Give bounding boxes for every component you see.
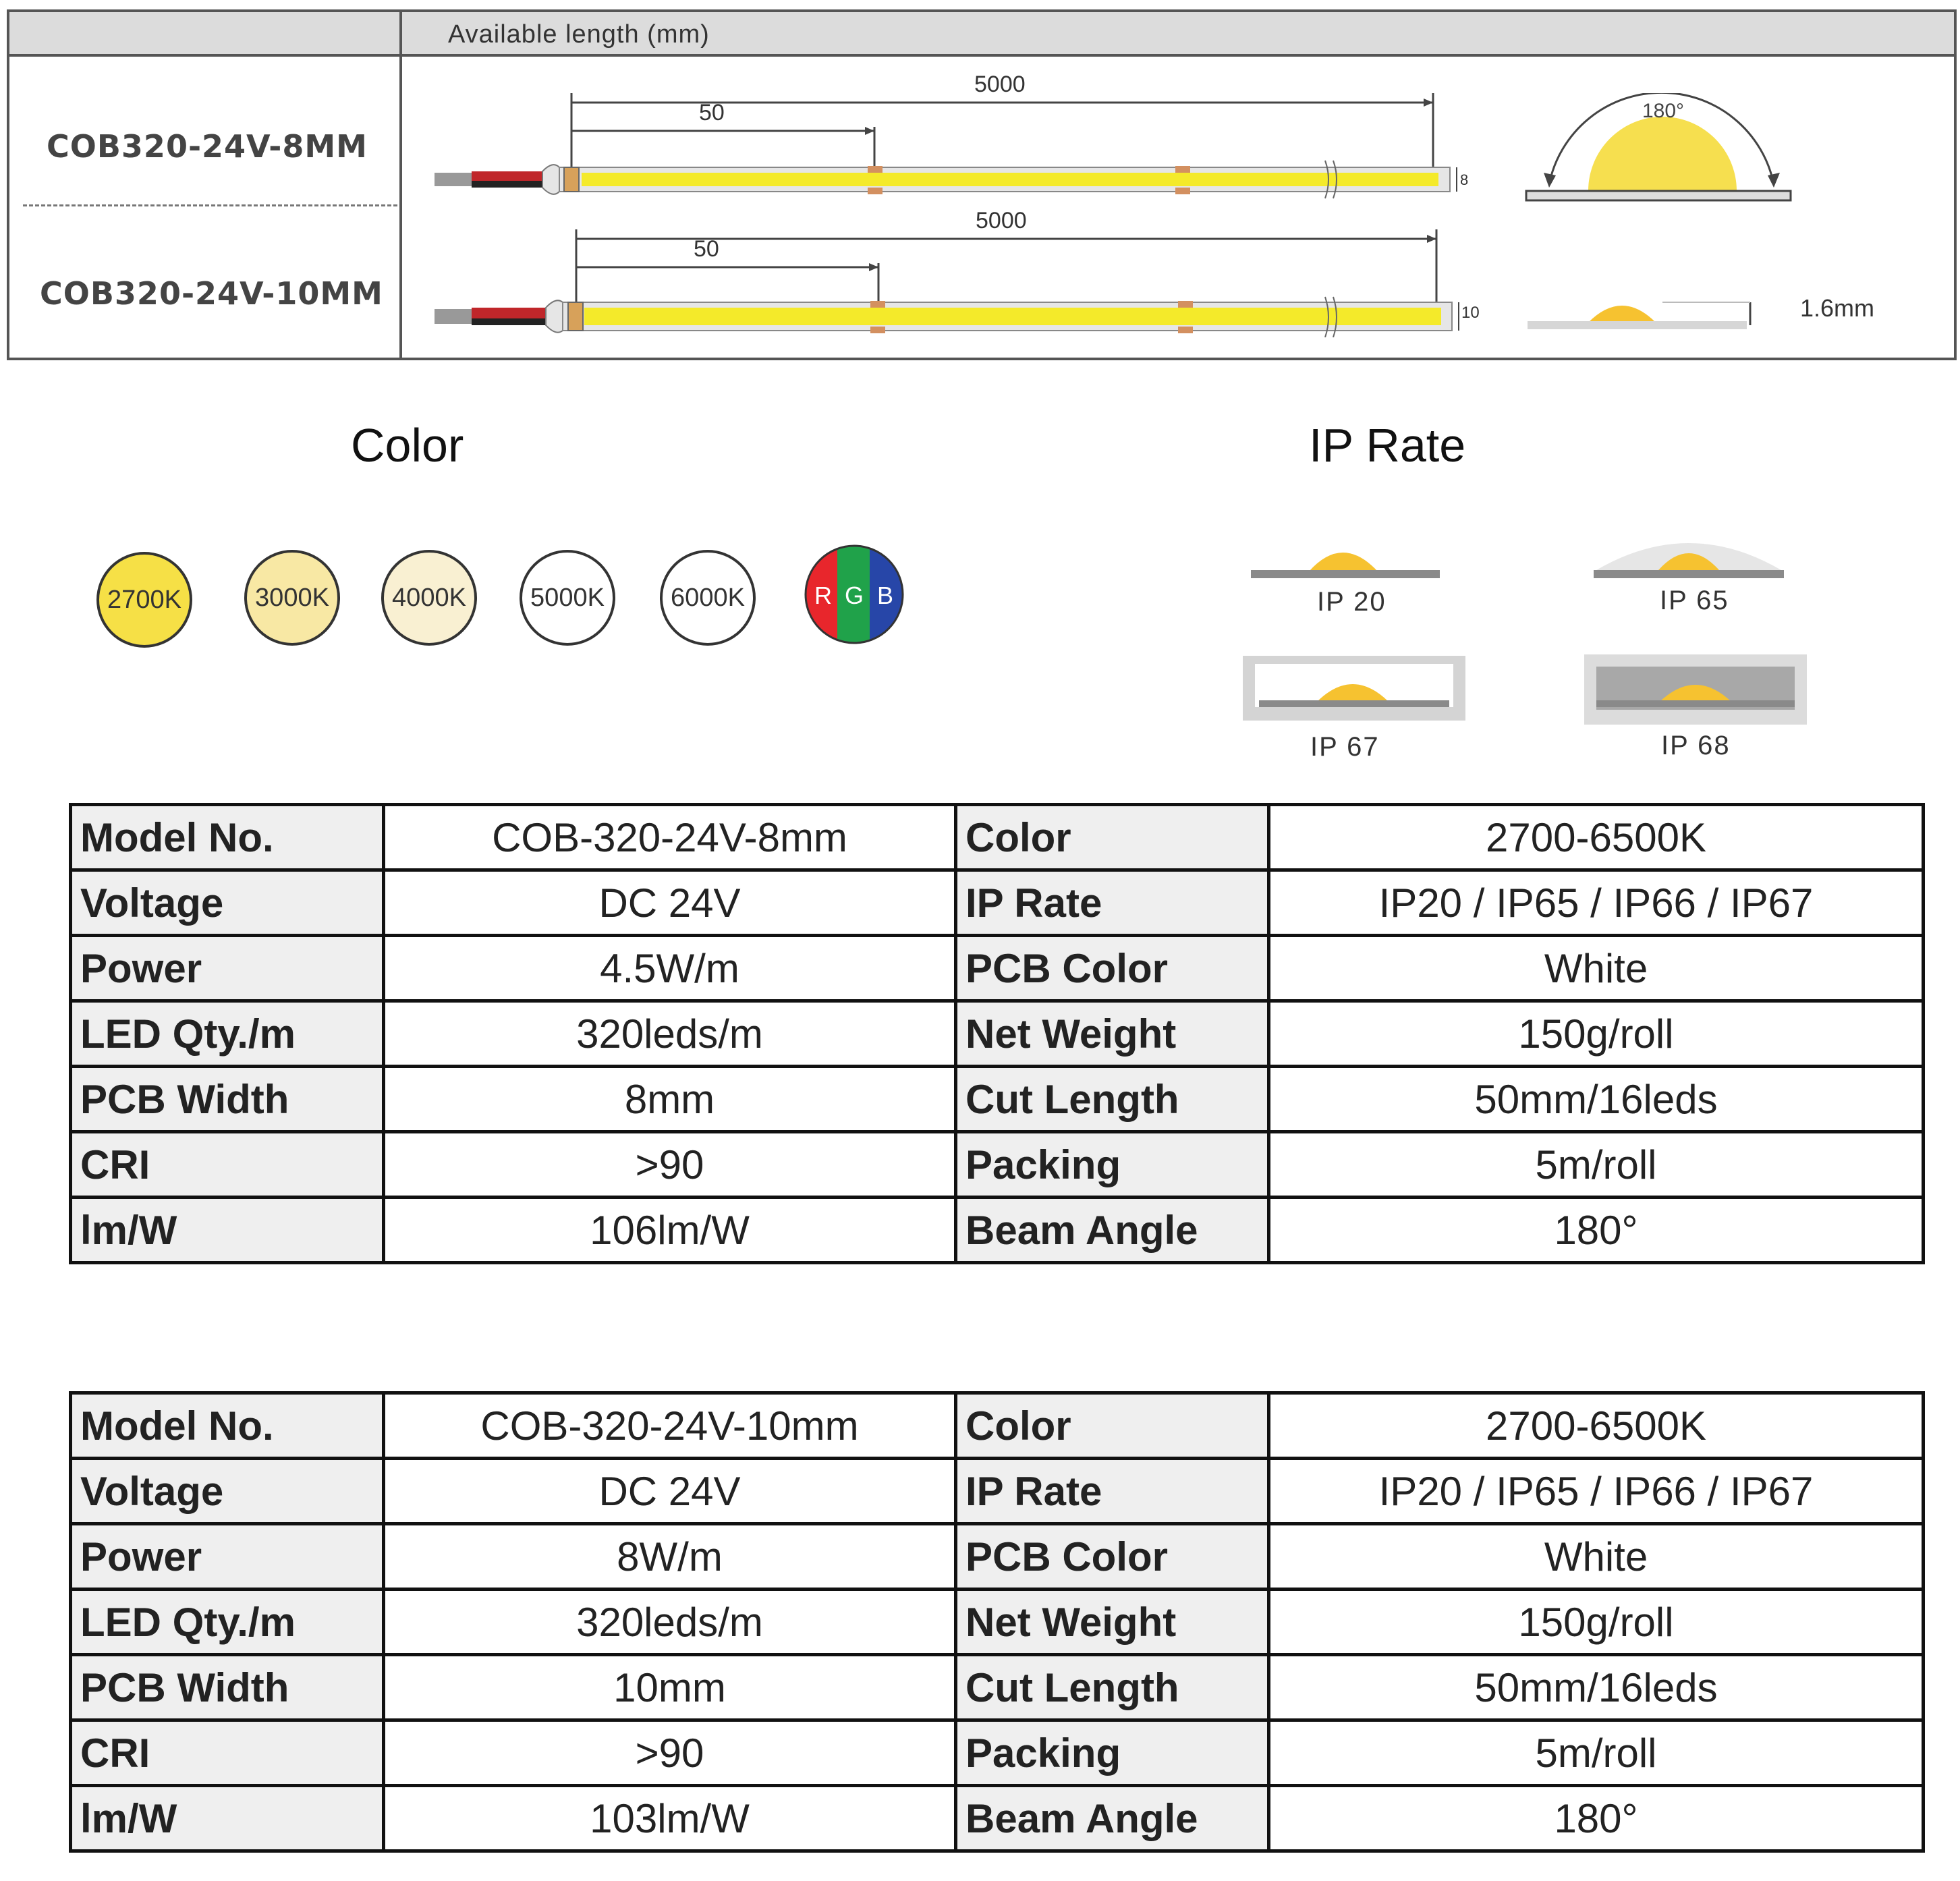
table-row — [71, 1132, 1924, 1198]
spec-key: Power — [71, 1524, 384, 1590]
total-length-label-8mm: 5000 — [974, 72, 1026, 97]
swatch-4000k — [381, 550, 477, 646]
spec-key: PCB Width — [71, 1655, 384, 1720]
swatch-2700k — [96, 552, 192, 648]
table-row — [71, 1590, 1924, 1655]
spec-key: Model No. — [71, 1393, 384, 1459]
swatch-rgb — [803, 543, 905, 646]
ip67-label: IP 67 — [1310, 732, 1380, 762]
spec-key: Packing — [956, 1720, 1269, 1786]
height-label-8mm: 8 — [1460, 171, 1469, 188]
swatch-label: 4000K — [392, 583, 466, 612]
spec-value: 2700-6500K — [1269, 1393, 1924, 1459]
swatch-5000k — [520, 550, 615, 646]
spec-value: 150g/roll — [1269, 1590, 1924, 1655]
table-row — [71, 1655, 1924, 1720]
ip68-icon — [1584, 653, 1807, 725]
spec-value: 150g/roll — [1269, 1001, 1924, 1067]
spec-value: 8mm — [384, 1067, 956, 1132]
spec-key: Model No. — [71, 805, 384, 870]
thickness-label: 1.6mm — [1800, 294, 1875, 322]
spec-key: Color — [956, 1393, 1269, 1459]
spec-key: Beam Angle — [956, 1198, 1269, 1263]
swatch-3000k — [244, 550, 340, 646]
table-row — [71, 1198, 1924, 1263]
table-row — [71, 1459, 1924, 1524]
spec-key: Cut Length — [956, 1067, 1269, 1132]
spec-value: 50mm/16leds — [1269, 1067, 1924, 1132]
beam-angle-label: 180° — [1642, 100, 1685, 122]
length-diagram-table — [7, 9, 1957, 360]
ip-rate-heading: IP Rate — [1309, 419, 1466, 472]
spec-table-10mm — [69, 1391, 1925, 1853]
ip65-icon — [1591, 530, 1787, 584]
length-header: Available length (mm) — [448, 20, 710, 49]
spec-key: Beam Angle — [956, 1786, 1269, 1851]
height-label-10mm: 10 — [1461, 304, 1480, 322]
spec-value: 320leds/m — [384, 1590, 956, 1655]
thickness-diagram — [1521, 282, 1777, 343]
spec-value: DC 24V — [384, 870, 956, 936]
spec-key: PCB Color — [956, 1524, 1269, 1590]
spec-value: IP20 / IP65 / IP66 / IP67 — [1269, 870, 1924, 936]
table-row — [71, 936, 1924, 1001]
rgb-g-label: G — [844, 582, 864, 609]
table-row — [71, 1720, 1924, 1786]
swatch-label: 6000K — [671, 583, 745, 612]
spec-value: >90 — [384, 1720, 956, 1786]
model-label-10mm: COB320-24V-10MM — [40, 275, 383, 312]
spec-value: IP20 / IP65 / IP66 / IP67 — [1269, 1459, 1924, 1524]
ip20-label: IP 20 — [1317, 587, 1387, 617]
spec-key: Packing — [956, 1132, 1269, 1198]
spec-key: Cut Length — [956, 1655, 1269, 1720]
spec-value: COB-320-24V-8mm — [384, 805, 956, 870]
rgb-b-label: B — [876, 582, 894, 609]
spec-key: CRI — [71, 1132, 384, 1198]
spec-value: 8W/m — [384, 1524, 956, 1590]
spec-key: IP Rate — [956, 870, 1269, 936]
color-heading: Color — [351, 419, 464, 472]
spec-key: CRI — [71, 1720, 384, 1786]
spec-key: Voltage — [71, 1459, 384, 1524]
spec-value: COB-320-24V-10mm — [384, 1393, 956, 1459]
spec-value: >90 — [384, 1132, 956, 1198]
spec-value: White — [1269, 936, 1924, 1001]
spec-key: PCB Color — [956, 936, 1269, 1001]
spec-value: DC 24V — [384, 1459, 956, 1524]
rgb-r-label: R — [814, 582, 832, 609]
spec-key: Net Weight — [956, 1001, 1269, 1067]
spec-value: 106lm/W — [384, 1198, 956, 1263]
spec-value: 2700-6500K — [1269, 805, 1924, 870]
spec-value: White — [1269, 1524, 1924, 1590]
spec-value: 5m/roll — [1269, 1720, 1924, 1786]
spec-value: 180° — [1269, 1786, 1924, 1851]
spec-value: 103lm/W — [384, 1786, 956, 1851]
spec-key: Voltage — [71, 870, 384, 936]
spec-key: Power — [71, 936, 384, 1001]
swatch-label: 3000K — [255, 583, 329, 612]
spec-value: 180° — [1269, 1198, 1924, 1263]
spec-value: 320leds/m — [384, 1001, 956, 1067]
ip20-icon — [1248, 536, 1444, 584]
model-row-divider — [23, 204, 397, 206]
spec-key: PCB Width — [71, 1067, 384, 1132]
cut-length-label-10mm: 50 — [694, 236, 719, 262]
table-row — [71, 870, 1924, 936]
total-length-label-10mm: 5000 — [976, 208, 1027, 233]
ip67-icon — [1241, 654, 1471, 722]
spec-key: LED Qty./m — [71, 1001, 384, 1067]
spec-value: 50mm/16leds — [1269, 1655, 1924, 1720]
length-header-strip — [9, 12, 1954, 57]
spec-key: lm/W — [71, 1786, 384, 1851]
model-label-8mm: COB320-24V-8MM — [47, 128, 368, 165]
table-row — [71, 1786, 1924, 1851]
spec-value: 4.5W/m — [384, 936, 956, 1001]
ip65-label: IP 65 — [1660, 586, 1729, 615]
strip-diagram-8mm — [414, 66, 1494, 201]
table-row — [71, 805, 1924, 870]
table-row — [71, 1067, 1924, 1132]
table-row — [71, 1524, 1924, 1590]
strip-diagram-10mm — [414, 202, 1494, 337]
swatch-label: 2700K — [107, 585, 181, 614]
ip68-label: IP 68 — [1661, 731, 1731, 760]
spec-key: Color — [956, 805, 1269, 870]
table-row — [71, 1393, 1924, 1459]
spec-value: 10mm — [384, 1655, 956, 1720]
length-column-divider — [399, 12, 402, 358]
spec-key: IP Rate — [956, 1459, 1269, 1524]
spec-key: LED Qty./m — [71, 1590, 384, 1655]
spec-value: 5m/roll — [1269, 1132, 1924, 1198]
cut-length-label-8mm: 50 — [699, 100, 725, 125]
spec-table-8mm — [69, 803, 1925, 1264]
spec-key: lm/W — [71, 1198, 384, 1263]
swatch-label: 5000K — [530, 583, 605, 612]
swatch-6000k — [660, 550, 756, 646]
table-row — [71, 1001, 1924, 1067]
spec-key: Net Weight — [956, 1590, 1269, 1655]
